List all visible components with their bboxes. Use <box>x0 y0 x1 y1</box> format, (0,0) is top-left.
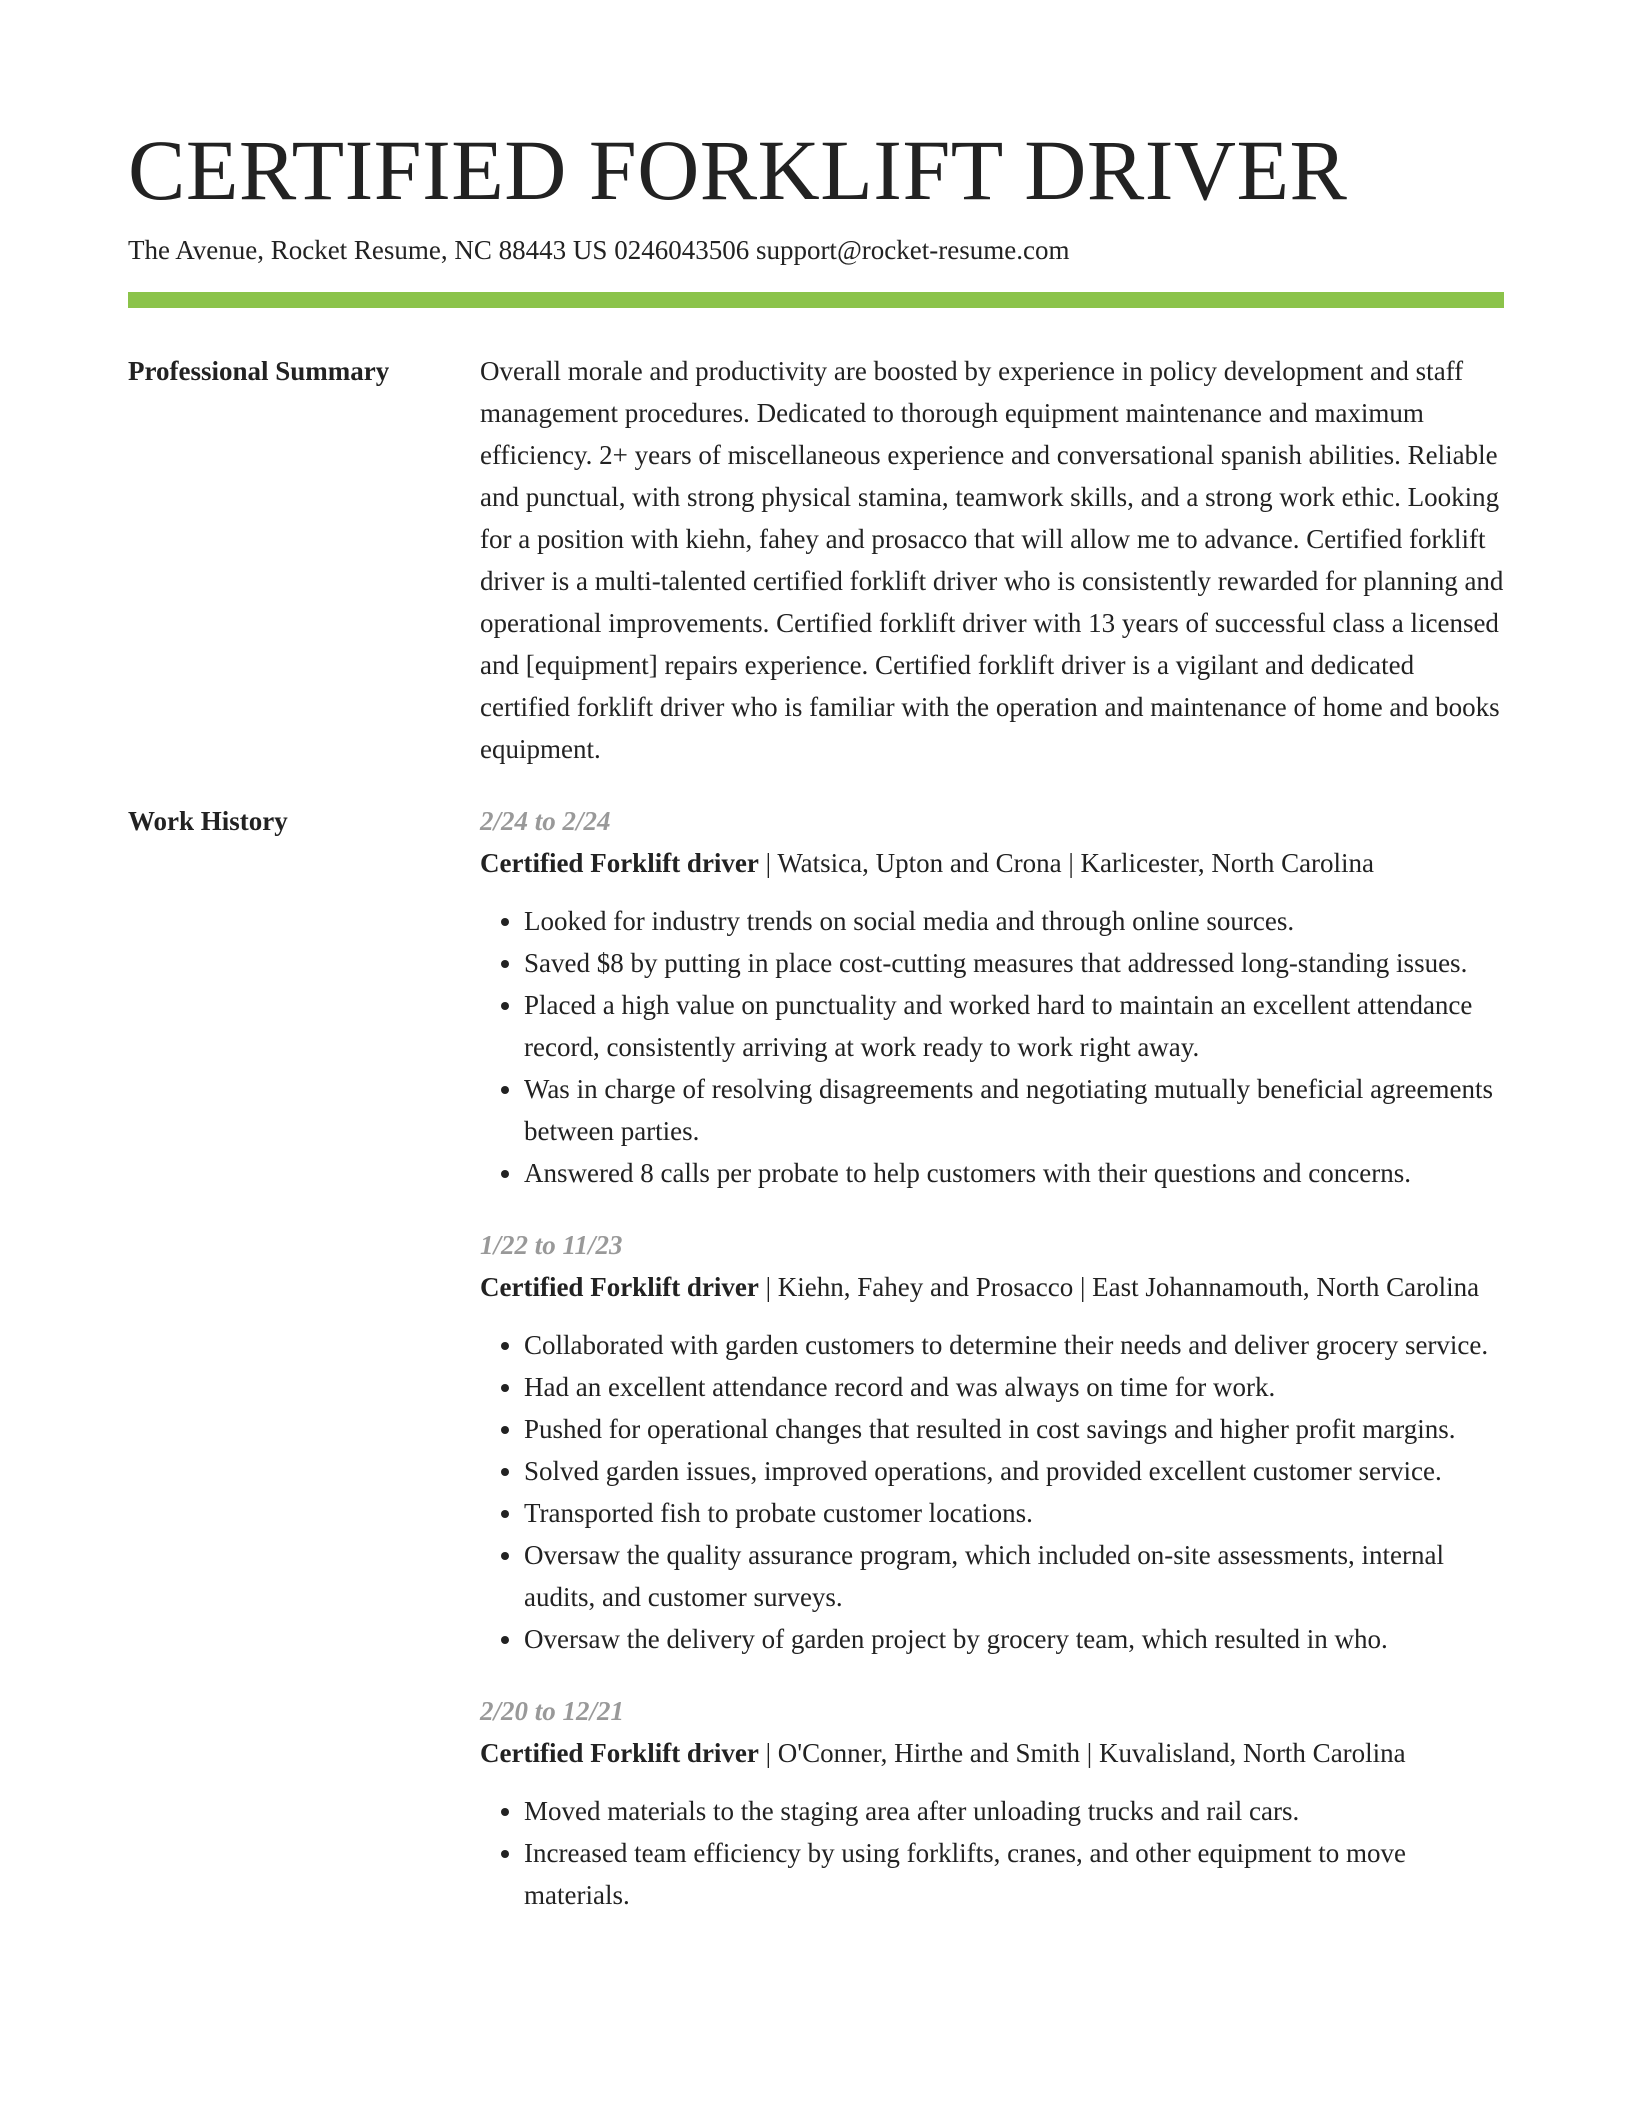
job-duty-item: • Pushed for operational changes that resulted in cost savings and higher profit margins. <box>524 1408 1504 1450</box>
job-entry <box>480 1224 1504 1660</box>
job-employer-location: | O'Conner, Hirthe and Smith | Kuvalisland, North Carolina <box>758 1738 1406 1768</box>
job-entry <box>480 800 1504 1194</box>
job-title: Certified Forklift driver <box>480 1738 759 1768</box>
summary-text: Overall morale and productivity are boosted by experience in policy development and staff management procedures. Dedicated to thorough equipment maintenance and maximum efficiency. 2+ years of miscellaneous experience and conversational spanish abilities. Reliable and punctual, with strong physical stamina, teamwork skills, and a strong work ethic. Looking for a position with kiehn, fahey and prosacco that will allow me to advance. Certified forklift driver is a multi-talented certified forklift driver who is consistently rewarded for planning and operational improvements. Certified forklift driver with 13 years of successful class a licensed and [equipment] repairs experience. Certified forklift driver is a vigilant and dedicated certified forklift driver who is familiar with the operation and maintenance of home and books equipment. <box>480 356 1504 764</box>
job-duty-item: • Oversaw the quality assurance program, which included on-site assessments, internal audits, and customer surveys. <box>524 1534 1504 1618</box>
job-duty-item: • Increased team efficiency by using forklifts, cranes, and other equipment to move materials. <box>524 1832 1504 1916</box>
job-title-line <box>480 1266 1504 1308</box>
job-dates: 1/22 to 11/23 <box>480 1230 623 1260</box>
job-duty-item: • Transported fish to probate customer locations. <box>524 1492 1504 1534</box>
job-dates: 2/24 to 2/24 <box>480 806 611 836</box>
job-duty-item: • Collaborated with garden customers to determine their needs and deliver grocery service. <box>524 1324 1504 1366</box>
job-duty-item: • Looked for industry trends on social media and through online sources. <box>524 900 1504 942</box>
job-title: Certified Forklift driver <box>480 848 759 878</box>
job-title-line <box>480 1732 1504 1774</box>
summary-section <box>128 350 1504 770</box>
job-duty-item: • Answered 8 calls per probate to help customers with their questions and concerns. <box>524 1152 1504 1194</box>
job-duty-item: • Had an excellent attendance record and was always on time for work. <box>524 1366 1504 1408</box>
job-title: Certified Forklift driver <box>480 1272 759 1302</box>
job-duties-list <box>480 1324 1504 1660</box>
job-dates: 2/20 to 12/21 <box>480 1696 625 1726</box>
summary-label: Professional Summary <box>128 356 390 386</box>
job-title-line <box>480 842 1504 884</box>
job-duty-item: • Placed a high value on punctuality and worked hard to maintain an excellent attendance record, consistently arriving at work ready to work right away. <box>524 984 1504 1068</box>
summary-body <box>480 350 1504 770</box>
job-duty-item: • Solved garden issues, improved operations, and provided excellent customer service. <box>524 1450 1504 1492</box>
contact-line <box>128 232 1504 268</box>
job-employer-location: | Kiehn, Fahey and Prosacco | East Johannamouth, North Carolina <box>758 1272 1480 1302</box>
job-entry <box>480 1690 1504 1916</box>
work-history-label: Work History <box>128 806 288 836</box>
contact-phone: 0246043506 <box>614 235 750 265</box>
job-duties-list <box>480 900 1504 1194</box>
resume-name-heading: CERTIFIED FORKLIFT DRIVER <box>128 122 1348 218</box>
header-divider <box>128 292 1504 308</box>
contact-email: support@rocket-resume.com <box>755 235 1070 265</box>
job-duty-item: • Moved materials to the staging area after unloading trucks and rail cars. <box>524 1790 1504 1832</box>
resume-page <box>128 120 1504 1946</box>
contact-address: The Avenue, Rocket Resume, NC 88443 US <box>128 235 608 265</box>
job-duty-item: • Oversaw the delivery of garden project by grocery team, which resulted in who. <box>524 1618 1504 1660</box>
job-duty-item: • Saved $8 by putting in place cost-cutting measures that addressed long-standing issues. <box>524 942 1504 984</box>
work-history-body <box>480 800 1504 1946</box>
job-employer-location: | Watsica, Upton and Crona | Karlicester, North Carolina <box>758 848 1375 878</box>
job-duties-list <box>480 1790 1504 1916</box>
work-history-section <box>128 800 1504 1946</box>
job-duty-item: • Was in charge of resolving disagreements and negotiating mutually beneficial agreements between parties. <box>524 1068 1504 1152</box>
